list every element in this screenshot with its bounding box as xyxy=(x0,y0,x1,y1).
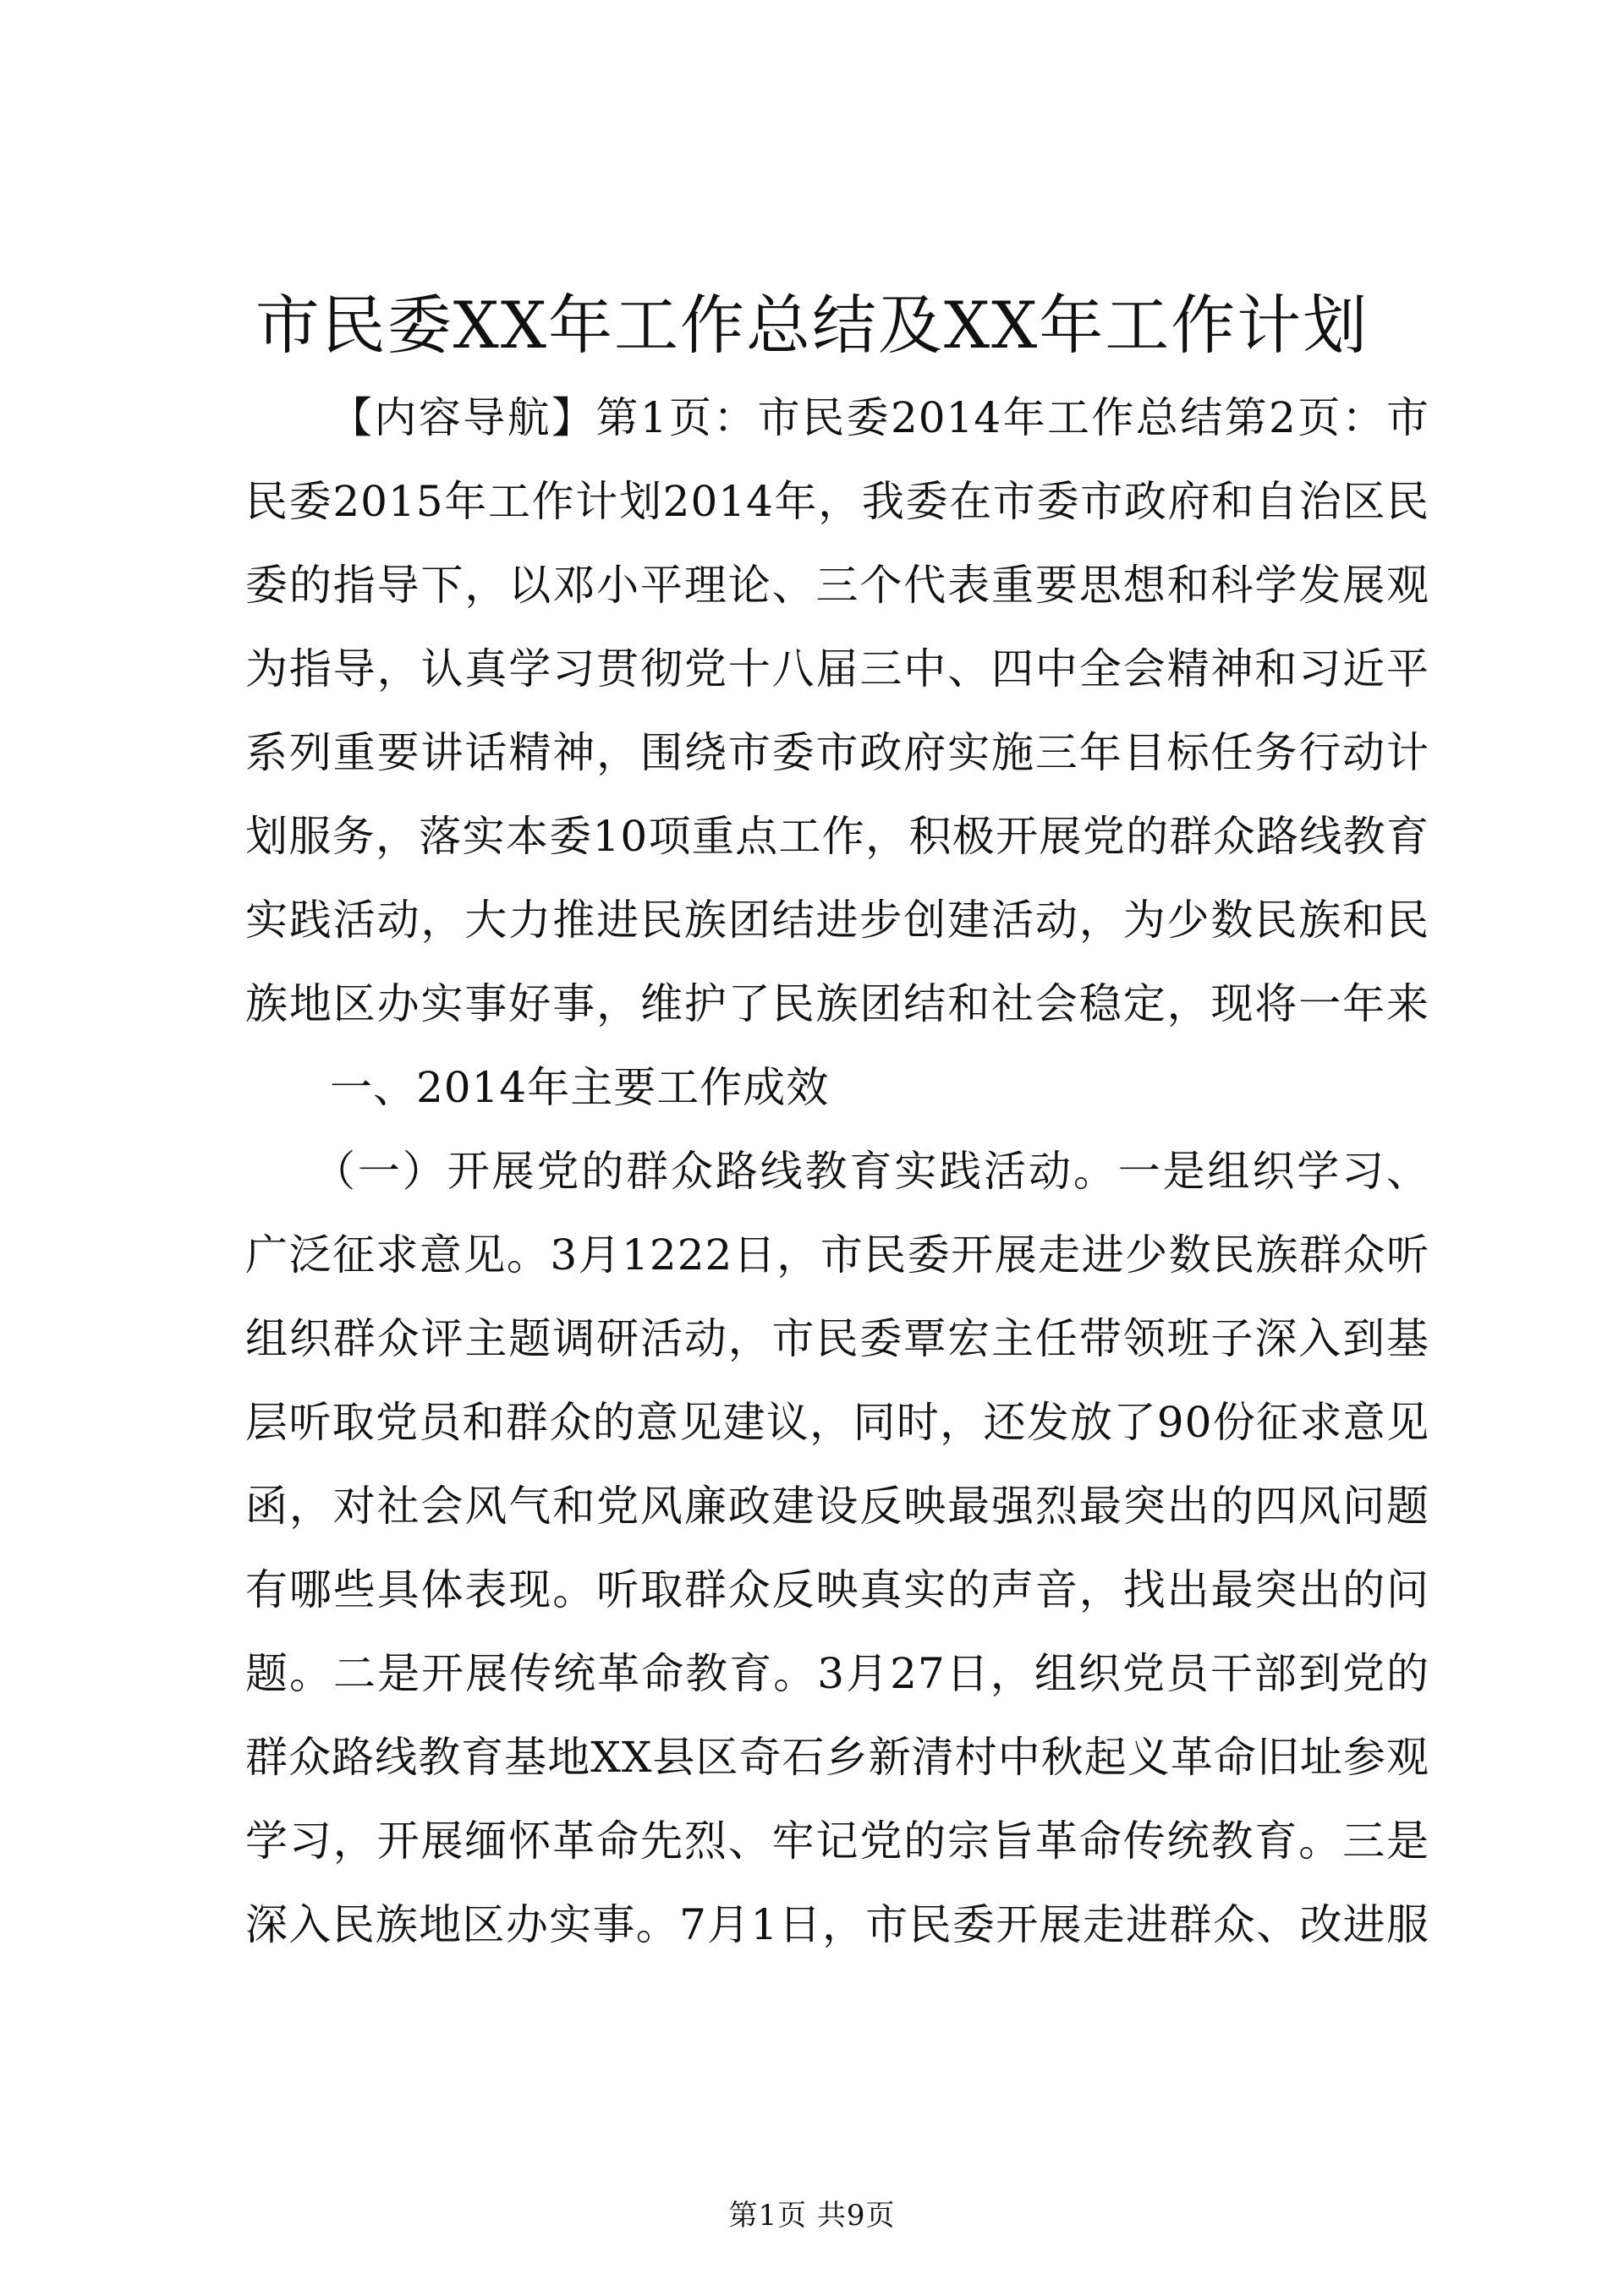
document-body xyxy=(245,376,1429,1967)
document-title: 市民委XX年工作总结及XX年工作计划 xyxy=(255,288,1369,363)
page-footer xyxy=(0,2197,1624,2234)
intro-paragraph: 【内容导航】第1页：市民委2014年工作总结第2页：市民委2015年工作计划2014年，我委在市委市政府和自治区民委的指导下，以邓小平理论、三个代表重要思想和科学发展观为指导，认真学习贯彻党十八届三中、四中全会精神和习近平系列重要讲话精神，围绕市委市政府实施三年目标任务行动计划服务，落实本委10项重点工作，积极开展党的群众路线教育实践活动，大力推进民族团结进步创建活动，为少数民族和民族地区办实事好事，维护了民族团结和社会稳定，现将一年来 xyxy=(245,393,1429,1028)
section-heading: 一、2014年主要工作成效 xyxy=(330,1063,830,1112)
page-number: 第1页 共9页 xyxy=(728,2199,896,2233)
subsection-paragraph: （一）开展党的群众路线教育实践活动。一是组织学习、广泛征求意见。3月1222日，市民委开展走进少数民族群众听组织群众评主题调研活动，市民委覃宏主任带领班子深入到基层听取党员和群众的意见建议，同时，还发放了90份征求意见函，对社会风气和党风廉政建设反映最强烈最突出的四风问题有哪些具体表现。听取群众反映真实的声音，找出最突出的问题。二是开展传统革命教育。3月27日，组织党员干部到党的群众路线教育基地XX县区奇石乡新清村中秋起义革命旧址参观学习，开展缅怀革命先烈、牢记党的宗旨革命传统教育。三是深入民族地区办实事。7月1日，市民委开展走进群众、改进服 xyxy=(245,1147,1429,1949)
